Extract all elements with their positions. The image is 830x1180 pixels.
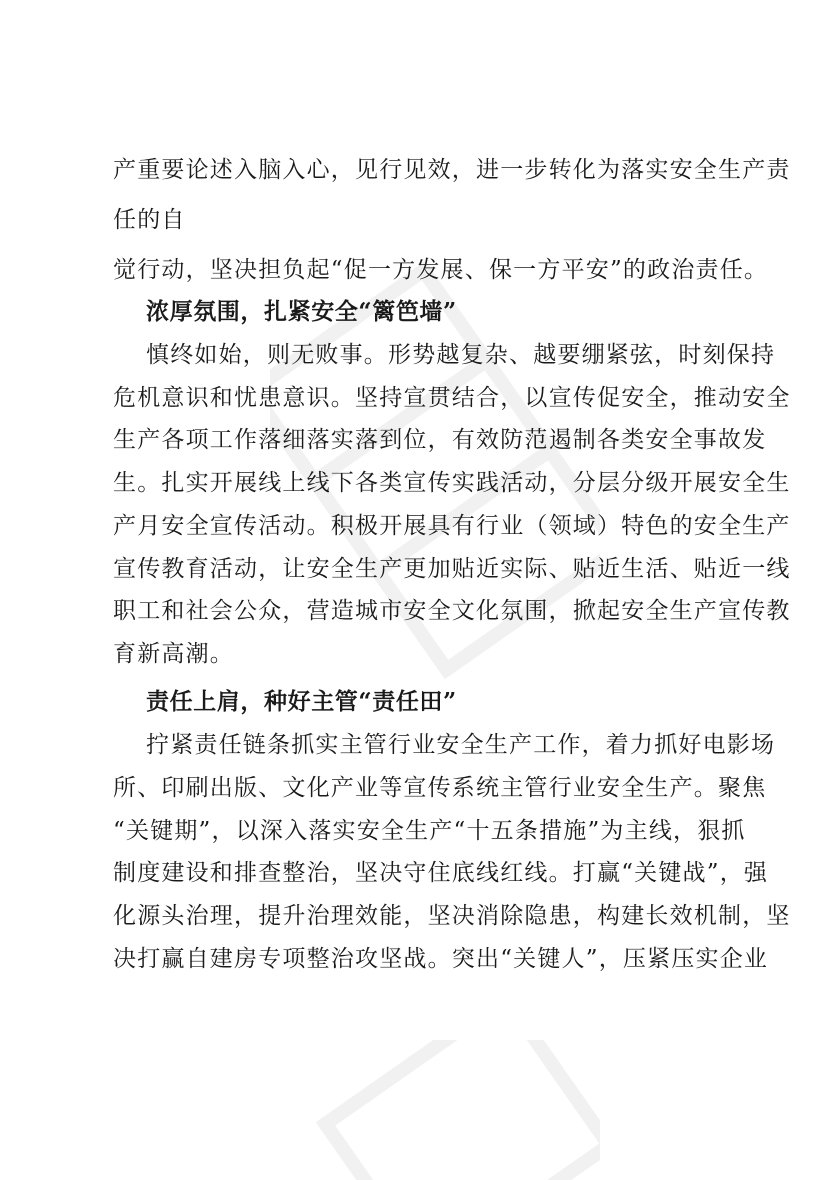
section-1-line-4: 生。扎实开展线上线下各类宣传实践活动，分层分级开展安全生 [113,470,791,496]
section-1-line-6: 宣传教育活动，让安全生产更加贴近实际、贴近生活、贴近一线 [113,556,791,582]
section-1-line-7: 职工和社会公众，营造城市安全文化氛围，掀起安全生产宣传教 [113,598,791,624]
section-2-line-4: 制度建设和排查整治，坚决守住底线红线。打赢“关键战”，强 [113,860,769,886]
section-1-line-3: 生产各项工作落细落实落到位，有效防范遏制各类安全事故发 [113,427,767,453]
section-1-line-1: 慎终如始，则无败事。形势越复杂、越要绷紧弦，时刻保持 [146,342,776,368]
section-2-line-6: 决打赢自建房专项整治攻坚战。突出“关键人”，压紧压实企业 [113,946,769,972]
section-2-line-1: 拧紧责任链条抓实主管行业安全生产工作，着力抓好电影场 [146,732,776,758]
intro-line-3: 觉行动，坚决担负起“促一方发展、保一方平安”的政治责任。 [113,257,769,283]
section-2-heading: 责任上肩，种好主管“责任田” [146,688,457,715]
section-2-line-3: “关键期”，以深入落实安全生产“十五条措施”为主线，狠抓 [113,818,746,844]
section-1-heading: 浓厚氛围，扎紧安全“篱笆墙” [146,298,457,325]
intro-line-1: 产重要论述入脑入心，见行见效，进一步转化为落实安全生产责 [113,157,791,183]
intro-line-2: 任的自 [113,207,186,233]
watermark-graphic-bottom [300,1040,600,1180]
section-1-line-5: 产月安全宣传活动。积极开展具有行业（领域）特色的安全生产 [113,513,791,539]
section-1-line-2: 危机意识和忧患意识。坚持宣贯结合，以宣传促安全，推动安全 [113,385,791,411]
section-1-line-8: 育新高潮。 [113,641,234,667]
section-2-line-5: 化源头治理，提升治理效能，坚决消除隐患，构建长效机制，坚 [113,903,791,929]
section-2-line-2: 所、印刷出版、文化产业等宣传系统主管行业安全生产。聚焦 [113,775,767,801]
